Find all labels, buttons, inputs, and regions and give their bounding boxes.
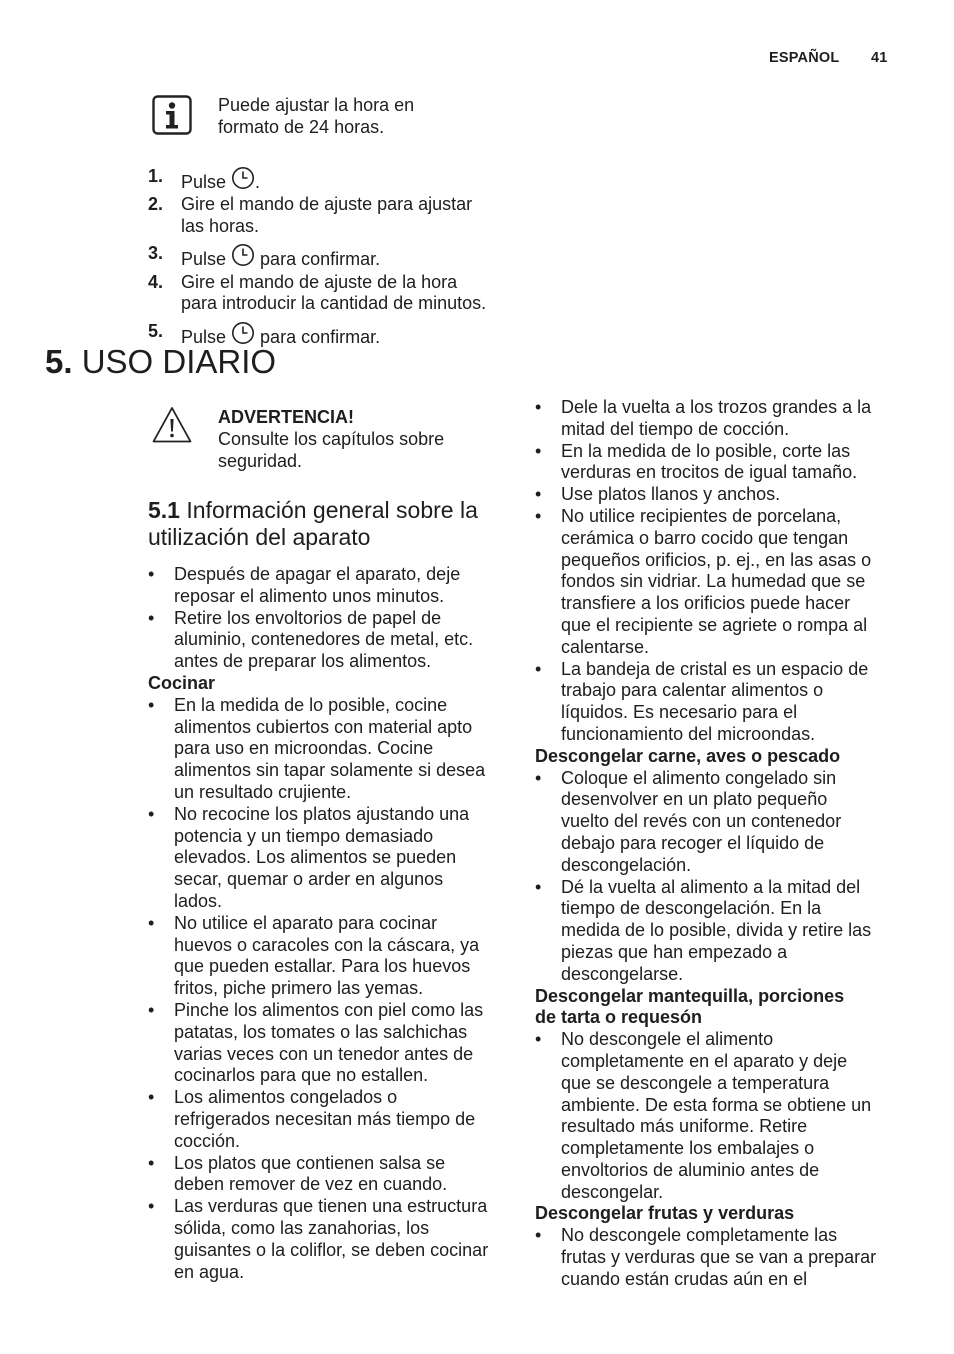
step-item [148,194,518,238]
list-item [535,506,895,659]
list-item-line: alimentos cubiertos con material apto [174,716,473,737]
list-item [535,768,895,877]
list-item-line: descongelar. [561,1181,664,1202]
mantequilla-heading-line: de tarta o requesón [535,1007,703,1028]
list-item-line: trabajo para calentar alimentos o [561,680,824,701]
list-item-line: varias veces con un tenedor antes de [174,1043,474,1064]
list-item-line: potencia y un tiempo demasiado [174,825,434,846]
list-item-line: guisantes o la coliflor, se deben cocinar [174,1239,489,1260]
step-text: Pulse [181,249,227,270]
list-item-line: tiempo de descongelación. En la [561,898,822,919]
list-item-line: que el recipiente se agriete o rompa al [561,614,868,635]
step-item [148,238,518,271]
list-item-line: fondos sin vidriar. La humedad que se [561,571,866,592]
list-item [148,695,508,804]
frutas-heading: Descongelar frutas y verduras [535,1203,795,1224]
list-item-line: reposar el alimento unos minutos. [174,585,445,606]
subsection-title: Información general sobre la [186,497,478,523]
general-bullet-list [535,397,895,746]
list-item-line: • En la medida de lo posible, corte las [561,440,851,461]
list-item-line: frutas y verduras que se van a preparar [561,1247,877,1268]
cocinar-bullet-list [148,695,508,1284]
list-item-line: desenvolver en un plato pequeño [561,789,828,810]
list-item-line: transfiere a los orificios puede hacer [561,593,851,614]
mantequilla-heading [535,986,895,1030]
list-item [148,564,508,608]
list-item-line: cuando están crudas aún en el [561,1268,808,1289]
subsection-title: utilización del aparato [148,523,371,550]
list-item-line: un resultado crujiente. [174,781,352,802]
carne-heading: Descongelar carne, aves o pescado [535,745,841,766]
header-language: ESPAÑOL [769,50,840,66]
list-item-line: medida de lo posible, divida y retire las [561,920,872,941]
list-item-line: descongelación. [561,854,692,875]
list-item-line: • Dé la vuelta al alimento a la mitad del [561,876,861,897]
list-item-line: descongelarse. [561,963,684,984]
list-item [535,397,895,441]
step-item [148,161,518,194]
list-item [148,1153,508,1197]
list-item-line: líquidos. Es necesario para el [561,702,798,723]
subsection-number: 5.1 [148,497,180,523]
step-number: 3. [148,243,164,264]
warning-line: seguridad. [218,450,303,471]
list-item-line: piezas que han empezado a [561,941,788,962]
list-item-line: mitad del tiempo de cocción. [561,418,790,439]
warning-note [218,407,518,472]
list-item-line: huevos o caracoles con la cáscara, ya [174,934,480,955]
list-item-line: • No descongele completamente las [561,1225,838,1246]
list-item-line: • Después de apagar el aparato, deje [174,564,461,584]
list-item-line: completamente en el aparato y deje [561,1050,848,1071]
step-text: . [255,172,261,192]
step-number: 1. [148,166,164,186]
info-note [218,95,518,139]
list-item-line: • La bandeja de cristal es un espacio de [561,658,869,679]
list-item [148,1087,508,1152]
mantequilla-bullet-list [535,1029,895,1203]
list-item-line: • Los alimentos congelados o [174,1087,398,1108]
list-item-line: • No recocine los platos ajustando una [174,803,470,824]
step-text: Gire el mando de ajuste de la hora [181,271,458,292]
list-item-line: • Retire los envoltorios de papel de [174,607,442,628]
info-icon [152,95,192,135]
list-item-line: patatas, los tomates o las salchichas [174,1021,468,1042]
list-item-line: sólida, como las zanahorias, los [174,1217,430,1238]
list-item-line: funcionamiento del microondas. [561,723,816,744]
list-item-line: aluminio, contenedores de metal, etc. [174,629,474,650]
list-item-line: • Use platos llanos y anchos. [561,484,781,505]
list-item-line: • Pinche los alimentos con piel como las [174,999,484,1020]
list-item [148,1196,508,1283]
list-item-line: envoltorios de aluminio antes de [561,1159,820,1180]
list-item-line: calentarse. [561,636,650,657]
list-item-line: pequeños orificios, p. ej., en las asas o [561,549,872,570]
list-item-line: cocinarlos para que no estallen. [174,1065,429,1086]
list-item [148,804,508,913]
list-item-line: para uso en microondas. Cocine [174,738,434,759]
section-heading [45,343,276,381]
list-item-line: • Dele la vuelta a los trozos grandes a la [561,397,872,417]
setup-steps [148,161,518,349]
warning-line: Consulte los capítulos sobre [218,428,445,449]
list-item-line: que pueden estallar. Para los huevos [174,956,471,977]
list-item-line: • Coloque el alimento congelado sin [561,767,837,788]
list-item-line: completamente los embalajes o [561,1138,815,1159]
list-item-line: elevados. Los alimentos se pueden [174,847,457,868]
step-number: 2. [148,194,164,215]
section-number: 5. [45,343,73,380]
clock-icon [231,243,255,267]
list-item [535,877,895,986]
warning-triangle-icon [152,406,192,444]
step-text: Pulse [181,172,227,192]
clock-icon [231,321,255,345]
list-item-line: resultado más uniforme. Retire [561,1116,808,1137]
step-item [148,272,518,316]
list-item-line: • En la medida de lo posible, cocine [174,694,448,715]
list-item-line: • No utilice el aparato para cocinar [174,912,438,933]
subsection-heading [148,497,520,550]
clock-icon [231,166,255,190]
list-item [535,484,895,506]
list-item-line: verduras en trocitos de igual tamaño. [561,462,858,483]
list-item [148,1000,508,1087]
list-item-line: deben remover de vez en cuando. [174,1174,448,1195]
left-column [148,564,508,1283]
list-item-line: • Los platos que contienen salsa se [174,1152,446,1173]
frutas-bullet-list [535,1225,895,1290]
list-item-line: refrigerados necesitan más tiempo de [174,1108,476,1129]
list-item [148,913,508,1000]
list-item-line: antes de preparar los alimentos. [174,651,432,672]
list-item-line: ambiente. De esta forma se obtiene un [561,1094,872,1115]
step-text: las horas. [181,216,260,237]
list-item-line: que se descongele a temperatura [561,1072,830,1093]
list-item [535,659,895,746]
step-text: para confirmar. [255,326,381,347]
list-item [535,1029,895,1203]
step-text: para introducir la cantidad de minutos. [181,293,487,314]
step-number: 5. [148,320,164,341]
step-text: Gire el mando de ajuste para ajustar [181,194,473,215]
list-item-line: cerámica o barro cocido que tengan [561,527,849,548]
intro-bullet-list [148,564,508,673]
list-item-line: secar, quemar o arder en algunos [174,869,444,890]
step-text: para confirmar. [255,249,381,270]
list-item [535,1225,895,1290]
info-note-line: Puede ajustar la hora en [218,95,415,115]
page-number: 41 [871,50,888,66]
list-item [148,608,508,673]
info-note-line: formato de 24 horas. [218,116,385,137]
list-item [535,441,895,485]
list-item-line: vuelto del revés con un contenedor [561,811,842,832]
list-item-line: lados. [174,890,223,911]
step-number: 4. [148,271,164,292]
cocinar-heading: Cocinar [148,672,216,693]
step-text: Pulse [181,326,227,347]
list-item-line: debajo para recoger el líquido de [561,832,825,853]
list-item-line: cocción. [174,1130,241,1151]
list-item-line: fritos, piche primero las yemas. [174,978,424,999]
carne-bullet-list [535,768,895,986]
list-item-line: • No utilice recipientes de porcelana, [561,505,842,526]
list-item-line: alimentos sin tapar solamente si desea [174,760,486,781]
section-title: USO DIARIO [81,343,277,380]
mantequilla-heading-line: Descongelar mantequilla, porciones [535,985,845,1006]
list-item-line: • No descongele el alimento [561,1029,774,1050]
right-column [535,397,895,1291]
list-item-line: en agua. [174,1261,245,1282]
warning-title: ADVERTENCIA! [218,407,355,427]
list-item-line: • Las verduras que tienen una estructura [174,1196,488,1217]
